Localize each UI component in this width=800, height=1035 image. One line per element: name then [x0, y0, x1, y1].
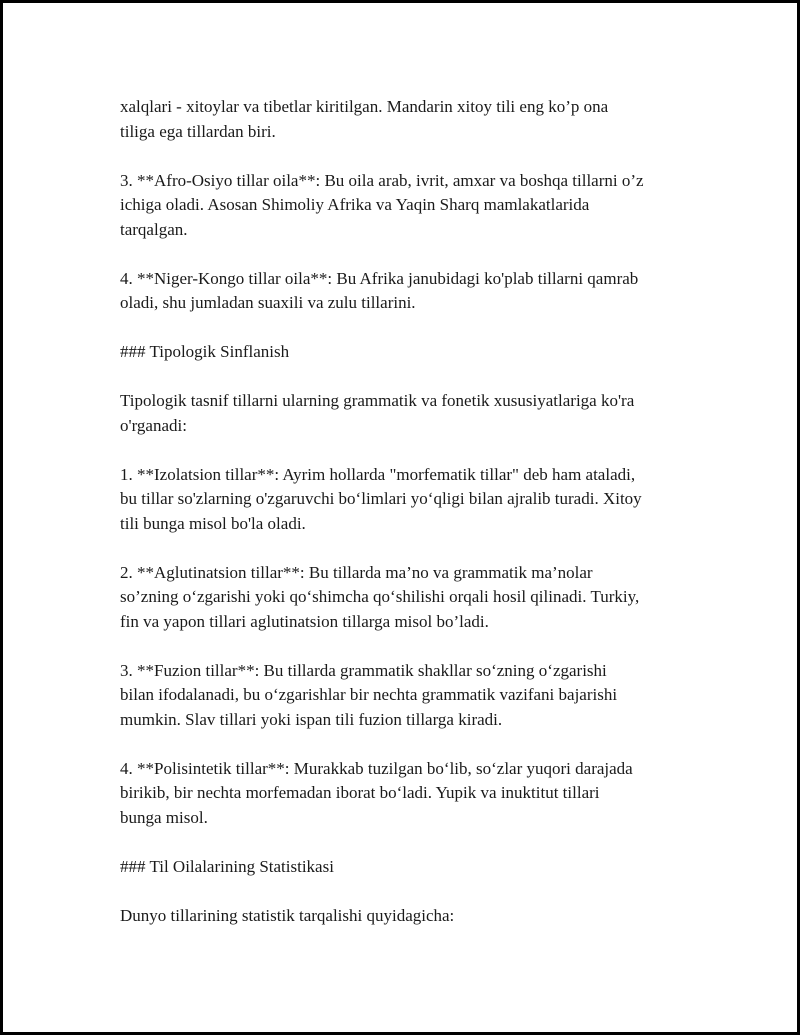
paragraph-agglutinative-languages: 2. **Aglutinatsion tillar**: Bu tillarda ma’no va grammatik ma’nolar so’zning o‘zgarishi yoki qo‘shimcha qo‘shilishi orqali hosil qilinadi. Turkiy, fin va yapon tillari aglutinatsion tillarga misol bo’ladi.	[120, 562, 640, 631]
heading-typological-classification: ### Tipologik Sinflanish	[120, 342, 290, 361]
paragraph-afro-asiatic: 3. **Afro-Osiyo tillar oila**: Bu oila arab, ivrit, amxar va boshqa tillarni o’z ichiga oladi. Asosan Shimoliy Afrika va Yaqin Sharq mamlakatlarida tarqalgan.	[120, 170, 644, 239]
paragraph-statistics-intro: Dunyo tillarining statistik tarqalishi quyidagicha:	[120, 905, 455, 925]
paragraph-fusional-languages: 3. **Fuzion tillar**: Bu tillarda grammatik shakllar so‘zning o‘zgarishi bilan ifodalanadi, bu o‘zgarishlar bir nechta grammatik vazifani bajarishi mumkin. Slav tillari yoki ispan tili fuzion tillarga kiradi.	[120, 660, 618, 729]
document-body	[120, 95, 710, 953]
paragraph-niger-congo: 4. **Niger-Kongo tillar oila**: Bu Afrika janubidagi ko'plab tillarni qamrab oladi, shu jumladan suaxili va zulu tillarini.	[120, 268, 639, 312]
heading-language-family-statistics: ### Til Oilalarining Statistikasi	[120, 856, 334, 876]
paragraph-isolating-languages: 1. **Izolatsion tillar**: Ayrim hollarda "morfematik tillar" deb ham ataladi, bu tillar so'zlarning o'zgaruvchi bo‘limlari yo‘qligi bilan ajralib turadi. Xitoy tili bunga misol bo'la oladi.	[120, 464, 642, 533]
paragraph-sino-tibetan-continued: xalqlari - xitoylar va tibetlar kiritilgan. Mandarin xitoy tili eng ko’p ona tiliga ega tillardan biri.	[120, 97, 609, 141]
paragraph-polysynthetic-languages: 4. **Polisintetik tillar**: Murakkab tuzilgan bo‘lib, so‘zlar yuqori darajada birikib, bir nechta morfemadan iborat bo‘ladi. Yupik va inuktitut tillari bunga misol.	[120, 758, 633, 827]
paragraph-typological-intro: Tipologik tasnif tillarni ularning grammatik va fonetik xususiyatlariga ko'ra o'rganadi:	[120, 391, 635, 435]
